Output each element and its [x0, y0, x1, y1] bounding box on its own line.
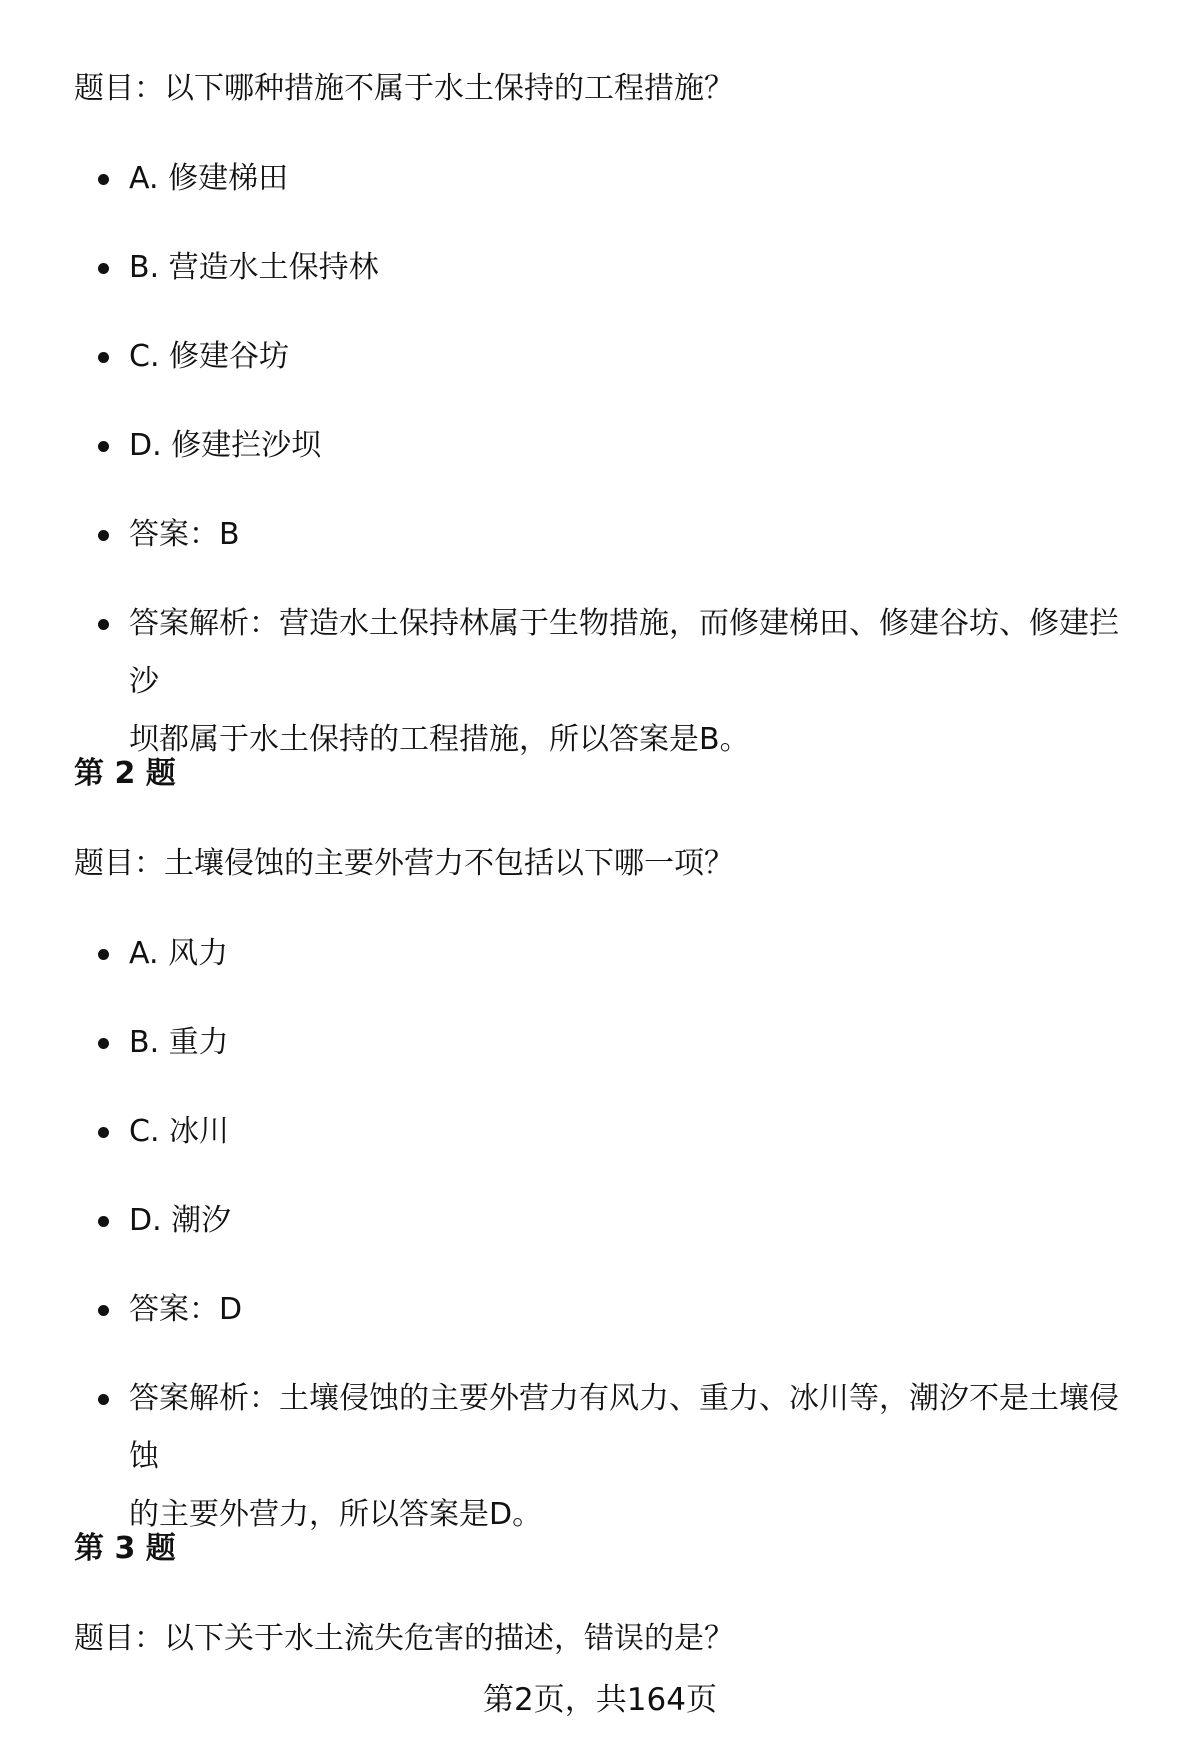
option-item: [74, 1103, 1144, 1161]
question-1-block: [74, 60, 1144, 118]
option-list: [74, 925, 1144, 1544]
option-text: A. 风力: [129, 936, 229, 971]
question-3-heading-block: [74, 1520, 1144, 1578]
question-3-text: 题目：以下关于水土流失危害的描述，错误的是？: [74, 1621, 734, 1656]
question-3-block: [74, 1610, 1144, 1668]
answer-item: [74, 506, 1144, 564]
option-text: D. 潮汐: [129, 1203, 232, 1238]
question-2-heading-block: [74, 745, 1144, 803]
option-text: B. 重力: [129, 1025, 229, 1060]
option-item: [74, 417, 1144, 475]
question-2-options: [74, 925, 1144, 1544]
bullet-icon: [98, 530, 109, 541]
option-list: [74, 150, 1144, 769]
explanation-line: 答案解析：营造水土保持林属于生物措施，而修建梯田、修建谷坊、修建拦沙: [129, 606, 1119, 699]
bullet-icon: [98, 949, 109, 960]
option-text: B. 营造水土保持林: [129, 250, 379, 285]
page-footer: 第2页，共164页: [483, 1682, 717, 1718]
question-2-block: [74, 835, 1144, 893]
question-3-heading: 第 3 题: [74, 1531, 176, 1566]
option-text: C. 冰川: [129, 1114, 230, 1149]
bullet-icon: [98, 1394, 109, 1405]
explanation-line: 的主要外营力，所以答案是D。: [129, 1497, 543, 1532]
question-2-text: 题目：土壤侵蚀的主要外营力不包括以下哪一项？: [74, 846, 734, 881]
option-item: [74, 328, 1144, 386]
option-text: A. 修建梯田: [129, 161, 289, 196]
option-item: [74, 1192, 1144, 1250]
answer-text: 答案：D: [129, 1292, 243, 1327]
bullet-icon: [98, 1216, 109, 1227]
question-1-text: 题目：以下哪种措施不属于水土保持的工程措施？: [74, 71, 734, 106]
option-item: [74, 239, 1144, 297]
question-2-heading: 第 2 题: [74, 756, 176, 791]
bullet-icon: [98, 619, 109, 630]
question-1-options: [74, 150, 1144, 769]
option-text: D. 修建拦沙坝: [129, 428, 322, 463]
explanation-line: 坝都属于水土保持的工程措施，所以答案是B。: [129, 722, 750, 757]
bullet-icon: [98, 1127, 109, 1138]
option-item: [74, 925, 1144, 983]
answer-text: 答案：B: [129, 517, 240, 552]
explanation-item: [74, 595, 1144, 769]
bullet-icon: [98, 1305, 109, 1316]
option-item: [74, 1014, 1144, 1072]
option-text: C. 修建谷坊: [129, 339, 290, 374]
bullet-icon: [98, 352, 109, 363]
option-item: [74, 150, 1144, 208]
explanation-item: [74, 1370, 1144, 1544]
bullet-icon: [98, 263, 109, 274]
explanation-line: 答案解析：土壤侵蚀的主要外营力有风力、重力、冰川等，潮汐不是土壤侵蚀: [129, 1381, 1119, 1474]
bullet-icon: [98, 1038, 109, 1049]
answer-item: [74, 1281, 1144, 1339]
bullet-icon: [98, 441, 109, 452]
bullet-icon: [98, 174, 109, 185]
